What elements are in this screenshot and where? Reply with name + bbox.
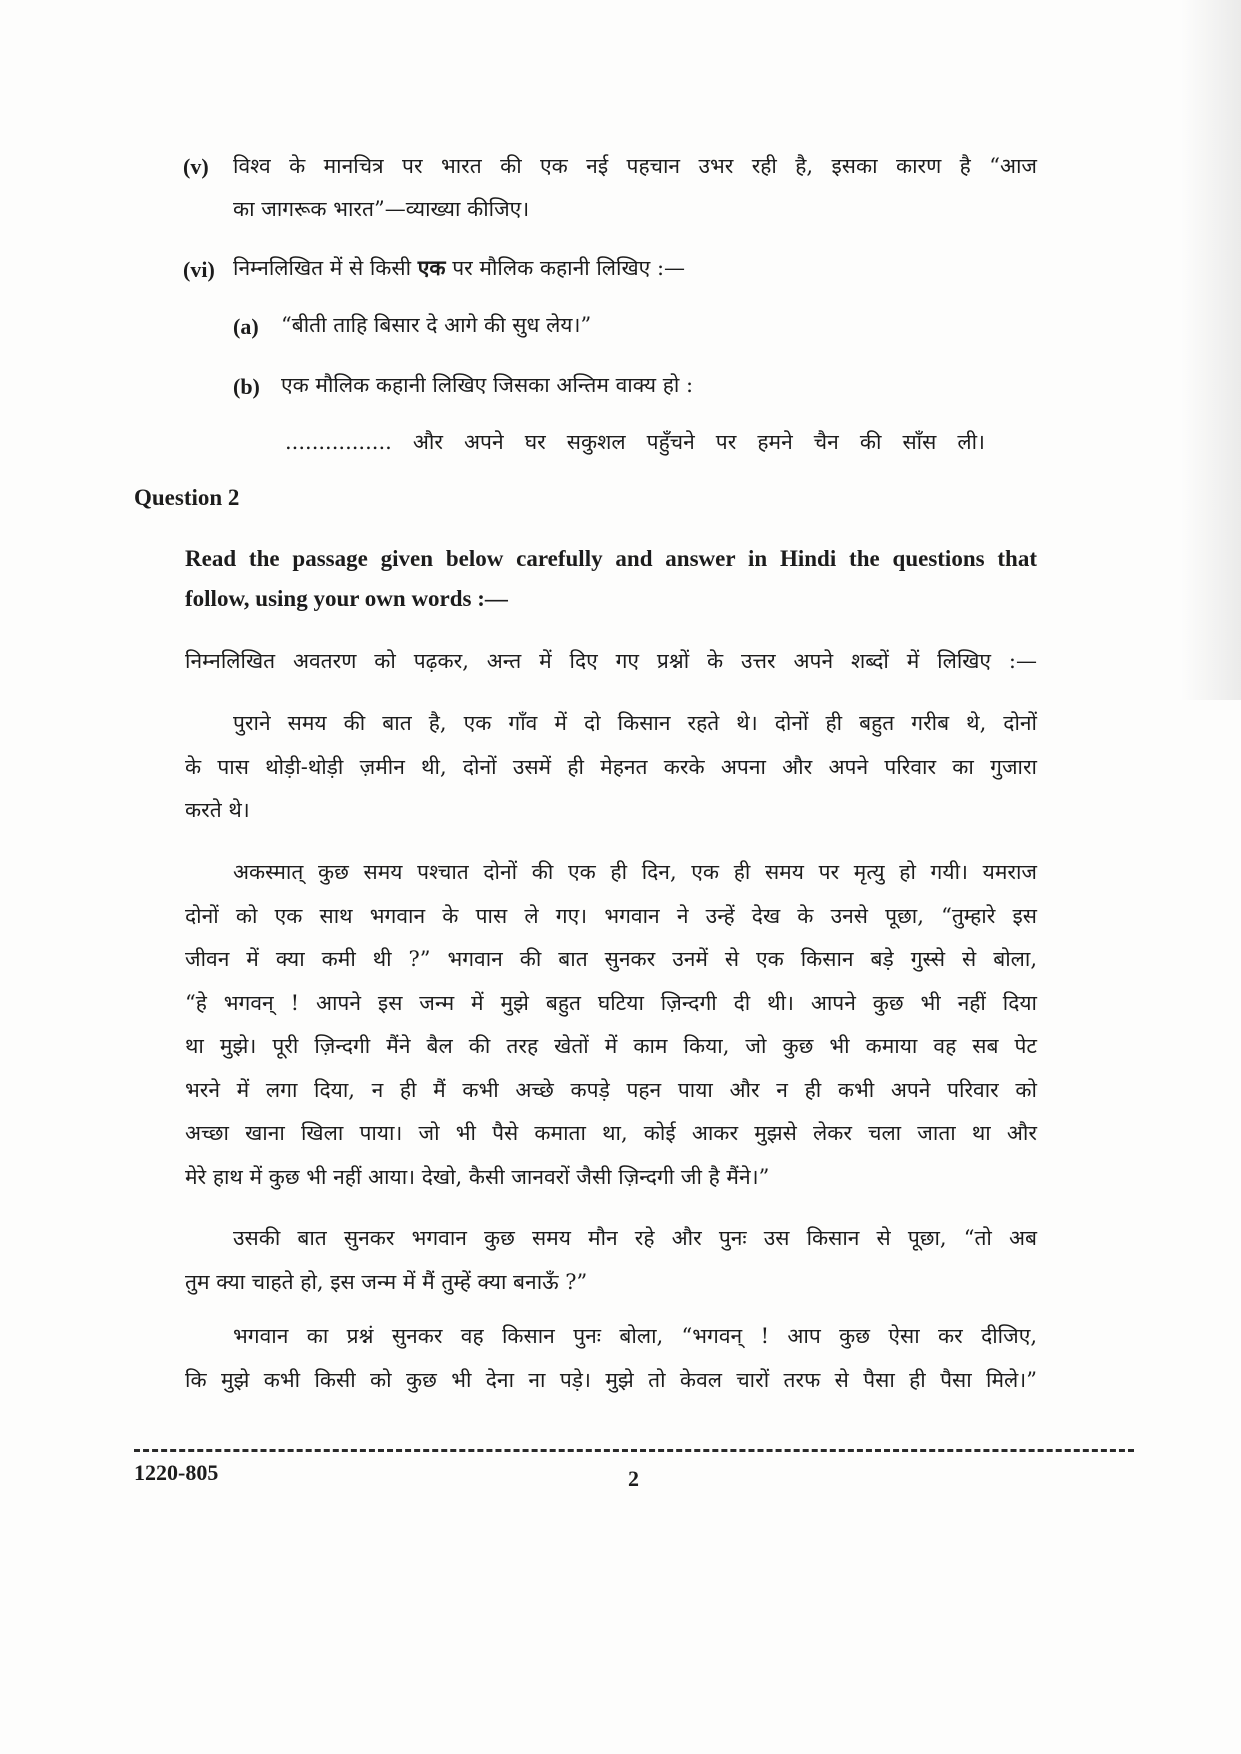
para2-line: था मुझे। पूरी ज़िन्दगी मैंने बैल की तरह खेतों में काम किया, जो कुछ भी कमाया वह सब पेट <box>185 1034 1037 1058</box>
para2-line: अच्छा खाना खिला पाया। जो भी पैसे कमाता था, कोई आकर मुझसे लेकर चला जाता था और <box>185 1121 1037 1145</box>
para2-line: जीवन में क्या कमी थी ?” भगवान की बात सुनकर उनमें से एक किसान बड़े गुस्से से बोला, <box>185 947 1037 971</box>
para2-line: मेरे हाथ में कुछ भी नहीं आया। देखो, कैसी जानवरों जैसी ज़िन्दगी जी है मैंने।” <box>185 1165 770 1189</box>
para1-line: के पास थोड़ी-थोड़ी ज़मीन थी, दोनों उसमें ही मेहनत करके अपना और अपने परिवार का गुजारा <box>185 755 1037 779</box>
para2-line: “हे भगवन् ! आपने इस जन्म में मुझे बहुत घटिया ज़िन्दगी दी थी। आपने कुछ भी नहीं दिया <box>185 991 1037 1015</box>
item-vi-text-after: पर मौलिक कहानी लिखिए :— <box>452 256 686 280</box>
item-vi-b-ending: ................ और अपने घर सकुशल पहुँचने पर हमने चैन की साँस ली। <box>285 430 985 454</box>
page-number: 2 <box>628 1466 639 1491</box>
item-vi-b-label: (b) <box>233 374 260 399</box>
para4-line: भगवान का प्रश्नं सुनकर वह किसान पुनः बोला, “भगवन् ! आप कुछ ऐसा कर दीजिए, <box>233 1324 1037 1348</box>
instruction-line2: follow, using your own words :— <box>185 586 508 611</box>
item-vi-a-label: (a) <box>233 314 259 339</box>
para3-line: उसकी बात सुनकर भगवान कुछ समय मौन रहे और पुनः उस किसान से पूछा, “तो अब <box>233 1226 1037 1250</box>
item-vi-text-bold: एक <box>417 255 446 280</box>
para1-line: पुराने समय की बात है, एक गाँव में दो किसान रहते थे। दोनों ही बहुत गरीब थे, दोनों <box>233 711 1037 735</box>
item-v-label: (v) <box>183 154 209 179</box>
item-vi-a-text: “बीती ताहि बिसार दे आगे की सुध लेय।” <box>281 313 592 337</box>
para2-line: भरने में लगा दिया, न ही मैं कभी अच्छे कपड़े पहन पाया और न ही कभी अपने परिवार को <box>185 1078 1037 1102</box>
question-2-heading: Question 2 <box>134 485 240 510</box>
item-vi-b-text: एक मौलिक कहानी लिखिए जिसका अन्तिम वाक्य हो : <box>281 373 694 397</box>
hindi-instruction: निम्नलिखित अवतरण को पढ़कर, अन्त में दिए गए प्रश्नों के उत्तर अपने शब्दों में लिखिए :— <box>185 649 1037 673</box>
footer-divider <box>134 1449 1134 1452</box>
item-vi-text <box>233 253 685 283</box>
para4-line: कि मुझे कभी किसी को कुछ भी देना ना पड़े। मुझे तो केवल चारों तरफ से पैसा ही पैसा मिले।” <box>185 1368 1037 1392</box>
scan-shading <box>1181 0 1241 700</box>
paper-code: 1220-805 <box>134 1460 219 1485</box>
para1-line: करते थे। <box>185 798 250 822</box>
item-vi-label: (vi) <box>183 257 215 282</box>
item-v-line1: विश्व के मानचित्र पर भारत की एक नई पहचान उभर रही है, इसका कारण है “आज <box>233 154 1037 178</box>
para3-line: तुम क्या चाहते हो, इस जन्म में मैं तुम्हें क्या बनाऊँ ?” <box>185 1270 588 1294</box>
para2-line: अकस्मात् कुछ समय पश्चात दोनों की एक ही दिन, एक ही समय पर मृत्यु हो गयी। यमराज <box>233 860 1037 884</box>
para2-line: दोनों को एक साथ भगवान के पास ले गए। भगवान ने उन्हें देख के उनसे पूछा, “तुम्हारे इस <box>185 904 1037 928</box>
item-v-line2: का जागरूक भारत”—व्याख्या कीजिए। <box>233 197 530 221</box>
item-vi-text-before: निम्नलिखित में से किसी <box>233 256 412 280</box>
instruction-line1: Read the passage given below carefully and answer in Hindi the questions that <box>185 546 1037 571</box>
